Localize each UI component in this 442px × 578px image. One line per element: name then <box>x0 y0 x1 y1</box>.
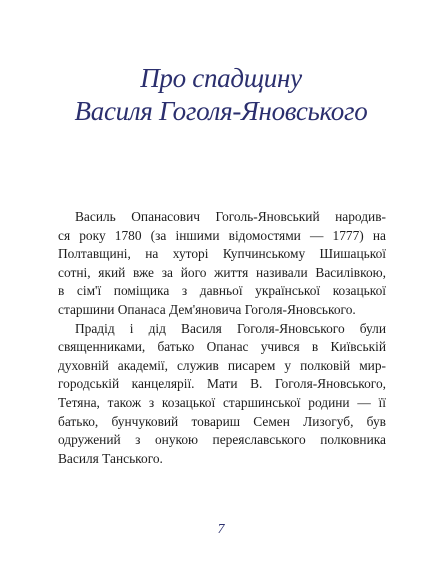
text-line: ся року 1780 (за іншими відомостями — 1777) на <box>58 227 386 243</box>
text-line: духовній академії, служив писарем у полковій мир- <box>58 357 386 373</box>
chapter-title-line-1: Про спадщину <box>140 63 302 93</box>
text-line: одружений з онукою переяславського полковника <box>58 432 386 448</box>
text-line: Тетяна, також з козацької старшинської родини — її <box>58 394 386 410</box>
text-line: Василя Танського. <box>58 450 163 466</box>
paragraph-1 <box>58 208 386 320</box>
text-line: сотні, який вже за його життя називали Василівкою, <box>58 264 386 280</box>
text-line: Прадід і дід Василя Гоголя-Яновського були <box>75 320 386 336</box>
chapter-title <box>0 62 442 128</box>
text-line: городській канцелярії. Мати В. Гоголя-Яновського, <box>58 376 386 392</box>
text-line: в сім'ї поміщика з давньої української козацької <box>58 283 386 299</box>
text-line: батько, бунчуковий товариш Семен Лизогуб, був <box>58 413 386 429</box>
page-number: 7 <box>217 522 225 537</box>
text-line: священниками, батько Опанас учився в Київській <box>58 339 386 355</box>
text-line: старшини Опанаса Дем'яновича Гоголя-Яновського. <box>58 301 356 317</box>
paragraph-2 <box>58 320 386 469</box>
chapter-title-line-2: Василя Гоголя-Яновського <box>74 96 368 126</box>
text-line: Василь Опанасович Гоголь-Яновський народив- <box>75 209 386 224</box>
text-line: Полтавщині, на хуторі Купчинському Шишацької <box>58 246 386 262</box>
body-text <box>58 208 386 468</box>
